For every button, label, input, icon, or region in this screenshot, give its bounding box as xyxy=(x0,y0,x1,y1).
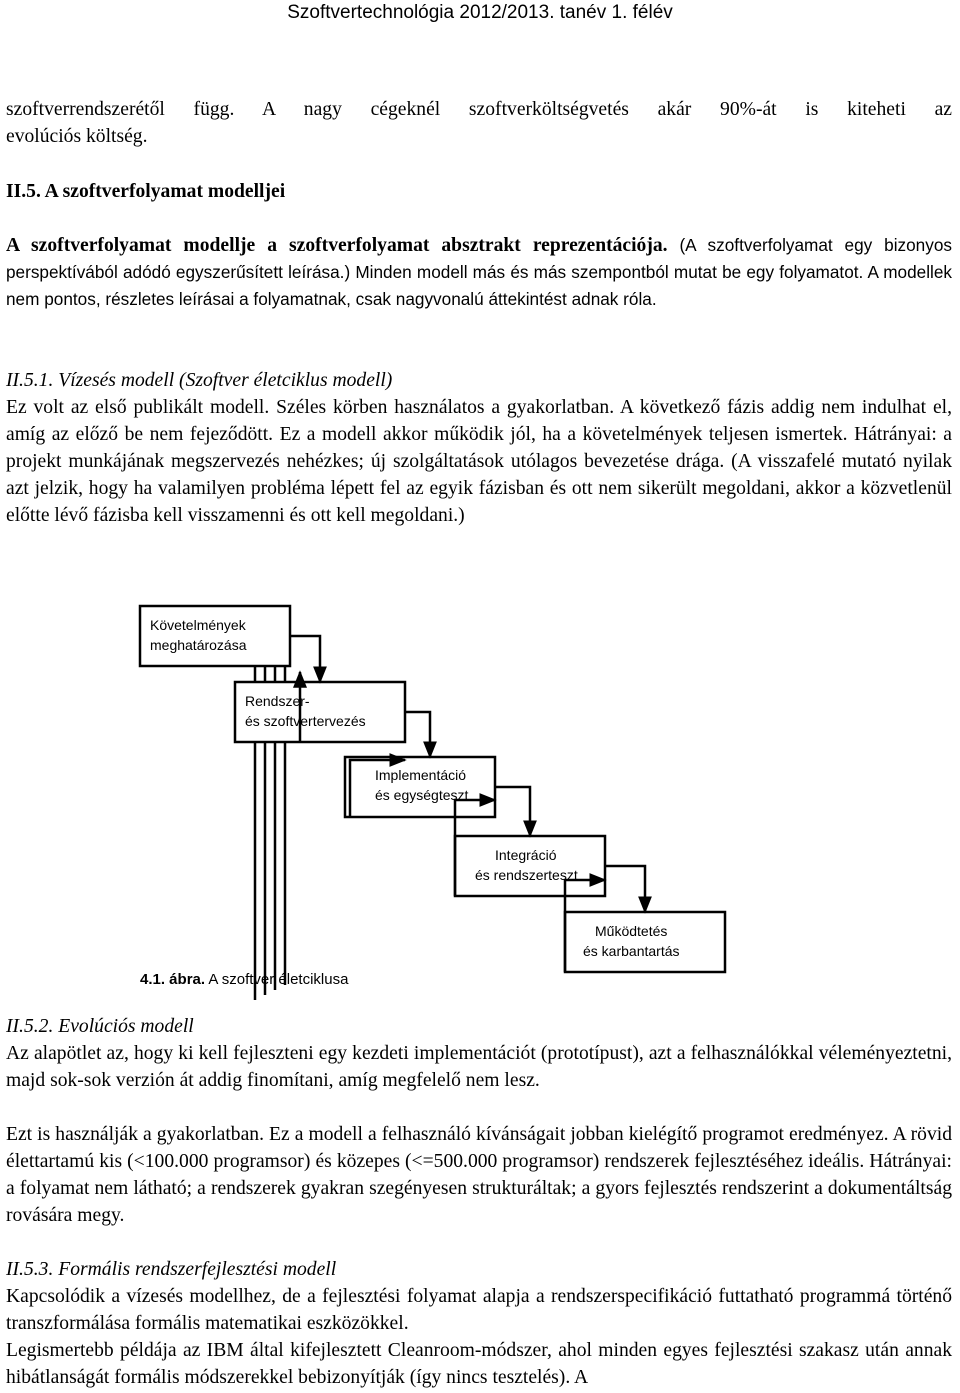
page-header: Szoftvertechnológia 2012/2013. tanév 1. félév xyxy=(287,2,673,23)
requirements-box xyxy=(140,606,290,666)
intro-line-1: szoftverrendszerétől függ. A nagy cégeknél szoftverköltségvetés akár 90%-át is kiteheti az xyxy=(6,99,952,120)
section-definition: A szoftverfolyamat modellje a szoftverfolyamat absztrakt reprezentációja. xyxy=(6,235,668,256)
evolution-heading: II.5.2. Evolúciós modell xyxy=(6,1016,194,1037)
section-description: (A szoftverfolyamat egy bizonyos perspektívából adódó egyszerűsített leírása.) Minden modell más és más szempontból mutat be egy folyamatot. A modellek nem pontos, részletes leírásai a folyamatnak, csak nagyvonalú áttekintést adnak róla. xyxy=(6,235,952,309)
arrow-forward-4 xyxy=(605,866,645,912)
section-paragraph xyxy=(6,232,952,313)
evolution-paragraph-2: Ezt is használják a gyakorlatban. Ez a modell a felhasználó kívánságait jobban kielégítő programot eredményez. A rövid élettartamú kis (<100.000 programsor) és közepes (<=500.000 programsor) rendszerek fejlesztéséhez ideális. Hátrányai: a folyamat nem látható; a rendszerek gyakran szegényesen strukturáltak; a gyors fejlesztés rendszerint a dokumentáltság rovására megy. xyxy=(6,1124,952,1226)
arrow-forward-3 xyxy=(495,787,530,836)
intro-line-2: evolúciós költség. xyxy=(6,126,148,147)
intro-paragraph xyxy=(6,96,952,150)
waterfall-paragraph: Ez volt az első publikált modell. Széles körben használatos a gyakorlatban. A következő fázis addig nem indulhat el, amíg az előző be nem fejeződött. Ez a modell akkor működik jól, ha a követelmények teljesen ismertek. Hátrányai: a projekt munkájának megszervezés nehézkes; új szolgáltatások utólagos bevezetése drága. (A visszafelé mutató nyilak azt jelzik, hogy ha valamilyen probléma lépett fel az egyik fázisban és ott nem sikerült megoldani, akkor a közvetlenül előtte lévő fázisba kell visszamenni és ott kell megoldani.) xyxy=(6,397,952,526)
arrow-forward-1 xyxy=(290,636,320,682)
integration-box xyxy=(455,836,605,896)
box-1-line-1: Követelmények xyxy=(150,617,246,633)
waterfall-diagram xyxy=(0,590,960,1010)
box-4-line-1: Integráció xyxy=(495,847,557,863)
box-3-line-2: és egységteszt xyxy=(375,787,469,803)
formal-paragraph-1: Kapcsolódik a vízesés modellhez, de a fejlesztési folyamat alapja a rendszerspecifikáció futtatható programmá történő transzformálása formális matematikai eszközökkel. xyxy=(6,1286,952,1334)
section-heading: II.5. A szoftverfolyamat modelljei xyxy=(6,181,286,202)
box-4-line-2: és rendszerteszt xyxy=(475,867,578,883)
operation-box xyxy=(565,912,725,972)
formal-heading: II.5.3. Formális rendszerfejlesztési modell xyxy=(6,1259,337,1280)
figure-caption-number: 4.1. ábra. xyxy=(140,971,206,988)
box-1-line-2: meghatározása xyxy=(150,637,247,653)
box-5-line-2: és karbantartás xyxy=(583,943,680,959)
box-2-line-2: és szoftvertervezés xyxy=(245,713,366,729)
box-2-line-1: Rendszer- xyxy=(245,693,310,709)
design-box xyxy=(235,682,405,742)
evolution-paragraph-1: Az alapötlet az, hogy ki kell fejleszteni egy kezdeti implementációt (prototípust), azt a felhasználókkal véleményeztetni, majd sok-sok verzión át addig finomítani, amíg megfelelő nem lesz. xyxy=(6,1043,952,1091)
formal-paragraph-2: Legismertebb példája az IBM által kifejlesztett Cleanroom-módszer, ahol minden egyes fejlesztési szakasz után annak hibátlanságát formális módszerekkel bebizonyítják (így nincs tesztelés). A xyxy=(6,1340,952,1388)
arrow-forward-2 xyxy=(405,712,430,757)
figure-caption xyxy=(140,971,349,988)
box-3-line-1: Implementáció xyxy=(375,767,467,783)
box-5-line-1: Működtetés xyxy=(595,923,668,939)
figure-caption-text: A szoftver életciklusa xyxy=(205,971,349,988)
waterfall-heading: II.5.1. Vízesés modell (Szoftver életciklus modell) xyxy=(6,370,393,391)
